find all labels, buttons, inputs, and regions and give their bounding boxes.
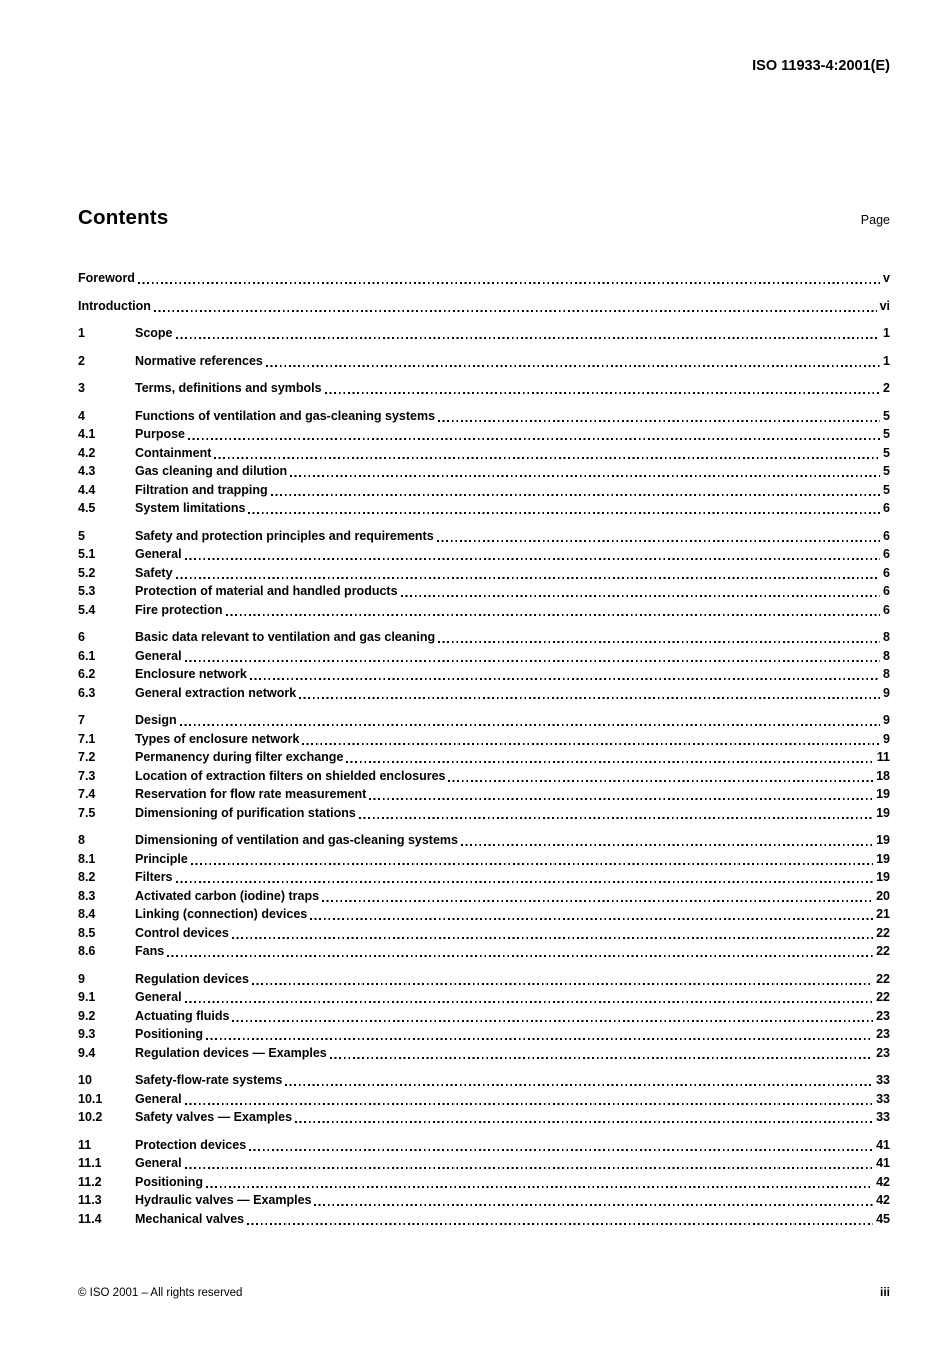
toc-entry-page: 19 [876, 787, 890, 801]
toc-entry-title: Linking (connection) devices [135, 907, 308, 921]
toc-entry [78, 665, 890, 684]
toc-entry-number: 6.1 [78, 648, 96, 663]
toc-entry-page: 41 [876, 1156, 890, 1170]
toc-group [78, 527, 890, 620]
toc-entry-title: Safety and protection principles and requirements [135, 528, 434, 543]
toc-entry-page: 18 [876, 768, 890, 783]
toc-entry-page: 11 [876, 750, 890, 764]
toc-entry-number: 3 [78, 381, 85, 395]
toc-entry-page: 8 [883, 667, 890, 681]
copyright-notice: © ISO 2001 – All rights reserved [78, 1287, 243, 1299]
toc-entry-number: 9.4 [78, 1045, 96, 1060]
toc-entry-page: 1 [883, 353, 890, 368]
toc-entry-page: 5 [883, 427, 890, 441]
dot-leader [324, 379, 881, 398]
toc-entry-title: Fans [135, 944, 165, 958]
toc-entry-page: 41 [876, 1137, 890, 1152]
toc-entry [78, 767, 890, 786]
toc-entry-title: General [135, 990, 182, 1004]
toc-entry-title: System limitations [135, 501, 246, 515]
toc-entry-page: 45 [876, 1211, 890, 1226]
page-header [78, 58, 890, 74]
toc-group [78, 379, 890, 398]
dot-leader [184, 647, 881, 666]
toc-entry-title: Safety [135, 565, 173, 580]
toc-entry-number: 11.3 [78, 1193, 102, 1207]
toc-entry [78, 711, 890, 730]
toc-entry [78, 868, 890, 887]
toc-entry-title: Principle [135, 851, 188, 866]
toc-entry [78, 379, 890, 398]
toc-entry-page: 33 [876, 1110, 890, 1124]
dot-leader [329, 1044, 874, 1063]
toc-entry [78, 1210, 890, 1229]
toc-entry-title: General [135, 547, 182, 561]
dot-leader [251, 970, 874, 989]
toc-entry [78, 527, 890, 546]
dot-leader [137, 269, 881, 288]
toc-group [78, 970, 890, 1063]
toc-entry-title: Dimensioning of ventilation and gas-cleaning systems [135, 833, 458, 847]
toc-entry-page: 8 [883, 630, 890, 644]
toc-entry-page: 6 [883, 528, 890, 543]
toc-entry-page: 22 [876, 990, 890, 1004]
toc-group [78, 297, 890, 316]
dot-leader [166, 942, 874, 961]
toc-entry-number: 5 [78, 528, 85, 543]
dot-leader [179, 711, 881, 730]
toc-entry-number: 9.3 [78, 1027, 96, 1041]
toc-entry-number: 9 [78, 971, 85, 986]
toc-entry-page: 6 [883, 501, 890, 515]
toc-entry [78, 324, 890, 343]
toc-entry-number: 7.2 [78, 750, 96, 764]
toc-entry-number: 4 [78, 408, 85, 423]
toc-entry [78, 1044, 890, 1063]
toc-entry-page: 42 [876, 1174, 890, 1189]
toc-entry-number: 5.3 [78, 584, 96, 598]
toc-entry-title: Scope [135, 326, 173, 340]
dot-leader [313, 1191, 874, 1210]
toc-entry-page: v [883, 271, 890, 285]
toc-entry-title: Types of enclosure network [135, 731, 300, 746]
toc-entry-number: 4.5 [78, 501, 96, 515]
toc-entry-title: Hydraulic valves — Examples [135, 1193, 312, 1207]
toc-entry-title: Basic data relevant to ventilation and gas cleaning [135, 630, 436, 644]
toc-entry [78, 407, 890, 426]
toc-entry [78, 545, 890, 564]
toc-entry-number: 9.2 [78, 1008, 96, 1023]
toc-entry-title: Activated carbon (iodine) traps [135, 888, 320, 903]
toc-entry-number: 5.4 [78, 602, 96, 617]
toc-entry-page: 42 [876, 1193, 890, 1207]
toc-entry-number: 8.1 [78, 851, 96, 866]
toc-entry [78, 1071, 890, 1090]
toc-entry [78, 352, 890, 371]
toc-entry [78, 1090, 890, 1109]
toc-group [78, 1136, 890, 1229]
toc-entry-title: General extraction network [135, 685, 297, 700]
toc-entry-title: Terms, definitions and symbols [135, 381, 322, 395]
toc-entry-page: 23 [876, 1008, 890, 1023]
toc-entry-title: Regulation devices — Examples [135, 1045, 327, 1060]
toc-entry-title: Mechanical valves [135, 1211, 245, 1226]
page-footer [78, 1285, 890, 1299]
toc-entry-title: Functions of ventilation and gas-cleaning systems [135, 408, 436, 423]
toc-entry-page: 33 [876, 1091, 890, 1106]
toc-entry-number: 7.3 [78, 768, 96, 783]
dot-leader [368, 785, 874, 804]
dot-leader [321, 887, 874, 906]
dot-leader [345, 748, 874, 767]
toc-entry-number: 7.5 [78, 805, 96, 820]
toc-entry-number: 8.3 [78, 888, 96, 903]
toc-entry-page: 6 [883, 565, 890, 580]
dot-leader [184, 1090, 875, 1109]
toc-entry-number: 1 [78, 326, 85, 340]
toc-entry [78, 564, 890, 583]
toc-entry-number: 11.2 [78, 1174, 102, 1189]
toc-group [78, 831, 890, 961]
toc-entry-page: 33 [876, 1073, 890, 1087]
dot-leader [248, 1136, 874, 1155]
toc-entry-title: Reservation for flow rate measurement [135, 787, 367, 801]
toc-entry-title: Introduction [78, 298, 151, 313]
dot-leader [205, 1025, 874, 1044]
toc-entry-number: 4.4 [78, 482, 96, 497]
toc-entry-page: 1 [883, 326, 890, 340]
toc-entry [78, 887, 890, 906]
toc-entry [78, 425, 890, 444]
toc-entry-page: 2 [883, 381, 890, 395]
dot-leader [247, 499, 881, 518]
toc-entry-number: 7.4 [78, 787, 96, 801]
toc-entry-number: 8 [78, 833, 85, 847]
toc-entry-title: Control devices [135, 925, 229, 940]
toc-entry [78, 850, 890, 869]
dot-leader [400, 582, 882, 601]
toc-entry [78, 628, 890, 647]
dot-leader [447, 767, 874, 786]
toc-entry-page: 5 [883, 464, 890, 478]
toc-entry-number: 4.3 [78, 464, 96, 478]
page-column-label: Page [860, 213, 890, 227]
dot-leader [153, 297, 878, 316]
toc-entry [78, 1173, 890, 1192]
toc-entry-title: Foreword [78, 271, 135, 285]
toc-entry [78, 831, 890, 850]
toc-entry-title: Fire protection [135, 602, 223, 617]
toc-entry [78, 269, 890, 288]
toc-entry-page: 21 [876, 907, 890, 921]
dot-leader [358, 804, 874, 823]
toc-entry-page: 6 [883, 584, 890, 598]
toc-entry [78, 647, 890, 666]
toc-entry-number: 5.1 [78, 547, 96, 561]
toc-group [78, 324, 890, 343]
toc-entry-title: Design [135, 713, 177, 727]
dot-leader [289, 462, 881, 481]
toc-entry [78, 462, 890, 481]
toc-entry-page: 23 [876, 1045, 890, 1060]
toc-entry [78, 481, 890, 500]
contents-title: Contents [78, 206, 169, 229]
toc-entry-page: 9 [883, 713, 890, 727]
toc-entry-title: Normative references [135, 353, 263, 368]
toc-entry [78, 988, 890, 1007]
toc-entry [78, 444, 890, 463]
toc-entry-page: 6 [883, 547, 890, 561]
toc-entry [78, 970, 890, 989]
dot-leader [175, 564, 882, 583]
toc-entry [78, 785, 890, 804]
toc-entry-title: Dimensioning of purification stations [135, 805, 356, 820]
toc-entry [78, 924, 890, 943]
toc-entry-title: Containment [135, 445, 212, 460]
toc-entry-page: 5 [883, 445, 890, 460]
toc-entry-number: 11.1 [78, 1156, 102, 1170]
toc-entry-title: Safety valves — Examples [135, 1110, 293, 1124]
toc-group [78, 711, 890, 822]
dot-leader [231, 924, 874, 943]
dot-leader [225, 601, 882, 620]
toc-entry-number: 8.6 [78, 944, 96, 958]
toc-entry-number: 7.1 [78, 731, 96, 746]
toc-entry [78, 905, 890, 924]
toc-entry [78, 804, 890, 823]
toc-entry-page: 20 [876, 888, 890, 903]
toc-entry [78, 748, 890, 767]
toc-entry [78, 1025, 890, 1044]
toc-entry-number: 10.1 [78, 1091, 103, 1106]
toc-entry-title: Positioning [135, 1027, 204, 1041]
toc-entry-page: 5 [883, 482, 890, 497]
dot-leader [437, 407, 881, 426]
dot-leader [184, 988, 875, 1007]
toc-entry-title: General [135, 1091, 182, 1106]
toc-entry [78, 297, 890, 316]
toc-group [78, 352, 890, 371]
toc-entry-title: Regulation devices [135, 971, 249, 986]
dot-leader [249, 665, 881, 684]
toc-entry-number: 9.1 [78, 990, 96, 1004]
toc-entry-title: Filters [135, 870, 173, 884]
toc-entry-title: General [135, 648, 182, 663]
contents-header-row [78, 206, 890, 230]
toc-entry [78, 601, 890, 620]
toc-entry-title: Enclosure network [135, 667, 247, 681]
toc-entry [78, 1007, 890, 1026]
toc-entry-title: Gas cleaning and dilution [135, 464, 288, 478]
toc-entry-number: 4.1 [78, 427, 96, 441]
toc-entry-page: 6 [883, 602, 890, 617]
toc-entry-number: 5.2 [78, 565, 96, 580]
dot-leader [309, 905, 874, 924]
dot-leader [231, 1007, 874, 1026]
toc-entry-page: 8 [883, 648, 890, 663]
toc-entry-title: Safety-flow-rate systems [135, 1073, 283, 1087]
document-reference: ISO 11933-4:2001(E) [752, 58, 890, 74]
toc-entry-number: 8.2 [78, 870, 96, 884]
dot-leader [175, 324, 882, 343]
toc-entry-page: 22 [876, 971, 890, 986]
dot-leader [184, 545, 881, 564]
toc-entry-page: 19 [876, 870, 890, 884]
toc-entry [78, 499, 890, 518]
toc-entry-number: 8.4 [78, 907, 96, 921]
dot-leader [213, 444, 881, 463]
toc-group [78, 628, 890, 702]
dot-leader [205, 1173, 874, 1192]
dot-leader [190, 850, 874, 869]
toc-entry-page: 19 [876, 851, 890, 866]
dot-leader [301, 730, 881, 749]
toc-entry-title: Permanency during filter exchange [135, 750, 344, 764]
dot-leader [270, 481, 881, 500]
folio-page-number: iii [879, 1285, 890, 1299]
toc-entry-number: 4.2 [78, 445, 96, 460]
dot-leader [187, 425, 881, 444]
dot-leader [437, 628, 881, 647]
toc-entry-page: 23 [876, 1027, 890, 1041]
toc-group [78, 269, 890, 288]
toc-entry [78, 730, 890, 749]
toc-entry-title: Positioning [135, 1174, 204, 1189]
toc-entry [78, 684, 890, 703]
toc-entry-title: Protection of material and handled products [135, 584, 398, 598]
dot-leader [184, 1154, 875, 1173]
toc-entry [78, 942, 890, 961]
toc-entry [78, 1191, 890, 1210]
toc-entry-number: 10 [78, 1073, 92, 1087]
toc-entry-page: 19 [876, 805, 890, 820]
toc-entry [78, 1108, 890, 1127]
toc-entry-page: 5 [883, 408, 890, 423]
toc-entry-page: vi [879, 298, 890, 313]
toc-entry-number: 11.4 [78, 1211, 102, 1226]
toc-entry-number: 7 [78, 713, 85, 727]
toc-entry-number: 10.2 [78, 1110, 103, 1124]
toc-entry-page: 22 [876, 944, 890, 958]
toc-group [78, 1071, 890, 1127]
dot-leader [265, 352, 881, 371]
toc-entry-number: 11 [78, 1137, 92, 1152]
toc-entry-page: 19 [876, 833, 890, 847]
toc-entry-number: 6 [78, 630, 85, 644]
dot-leader [294, 1108, 874, 1127]
dot-leader [436, 527, 881, 546]
toc-entry [78, 582, 890, 601]
dot-leader [284, 1071, 874, 1090]
toc-group [78, 407, 890, 518]
toc-entry-number: 6.3 [78, 685, 96, 700]
dot-leader [246, 1210, 874, 1229]
toc-entry-title: Protection devices [135, 1137, 247, 1152]
toc-entry [78, 1154, 890, 1173]
table-of-contents [78, 269, 890, 1237]
toc-entry-title: Purpose [135, 427, 186, 441]
dot-leader [460, 831, 874, 850]
toc-entry-page: 9 [883, 685, 890, 700]
toc-entry-number: 6.2 [78, 667, 96, 681]
toc-entry-number: 8.5 [78, 925, 96, 940]
toc-entry-page: 22 [876, 925, 890, 940]
dot-leader [298, 684, 881, 703]
toc-entry-page: 9 [883, 731, 890, 746]
toc-entry-number: 2 [78, 353, 85, 368]
toc-entry-title: Actuating fluids [135, 1008, 230, 1023]
toc-entry-title: General [135, 1156, 182, 1170]
toc-entry [78, 1136, 890, 1155]
dot-leader [175, 868, 875, 887]
toc-entry-title: Location of extraction filters on shielded enclosures [135, 768, 446, 783]
toc-entry-title: Filtration and trapping [135, 482, 268, 497]
